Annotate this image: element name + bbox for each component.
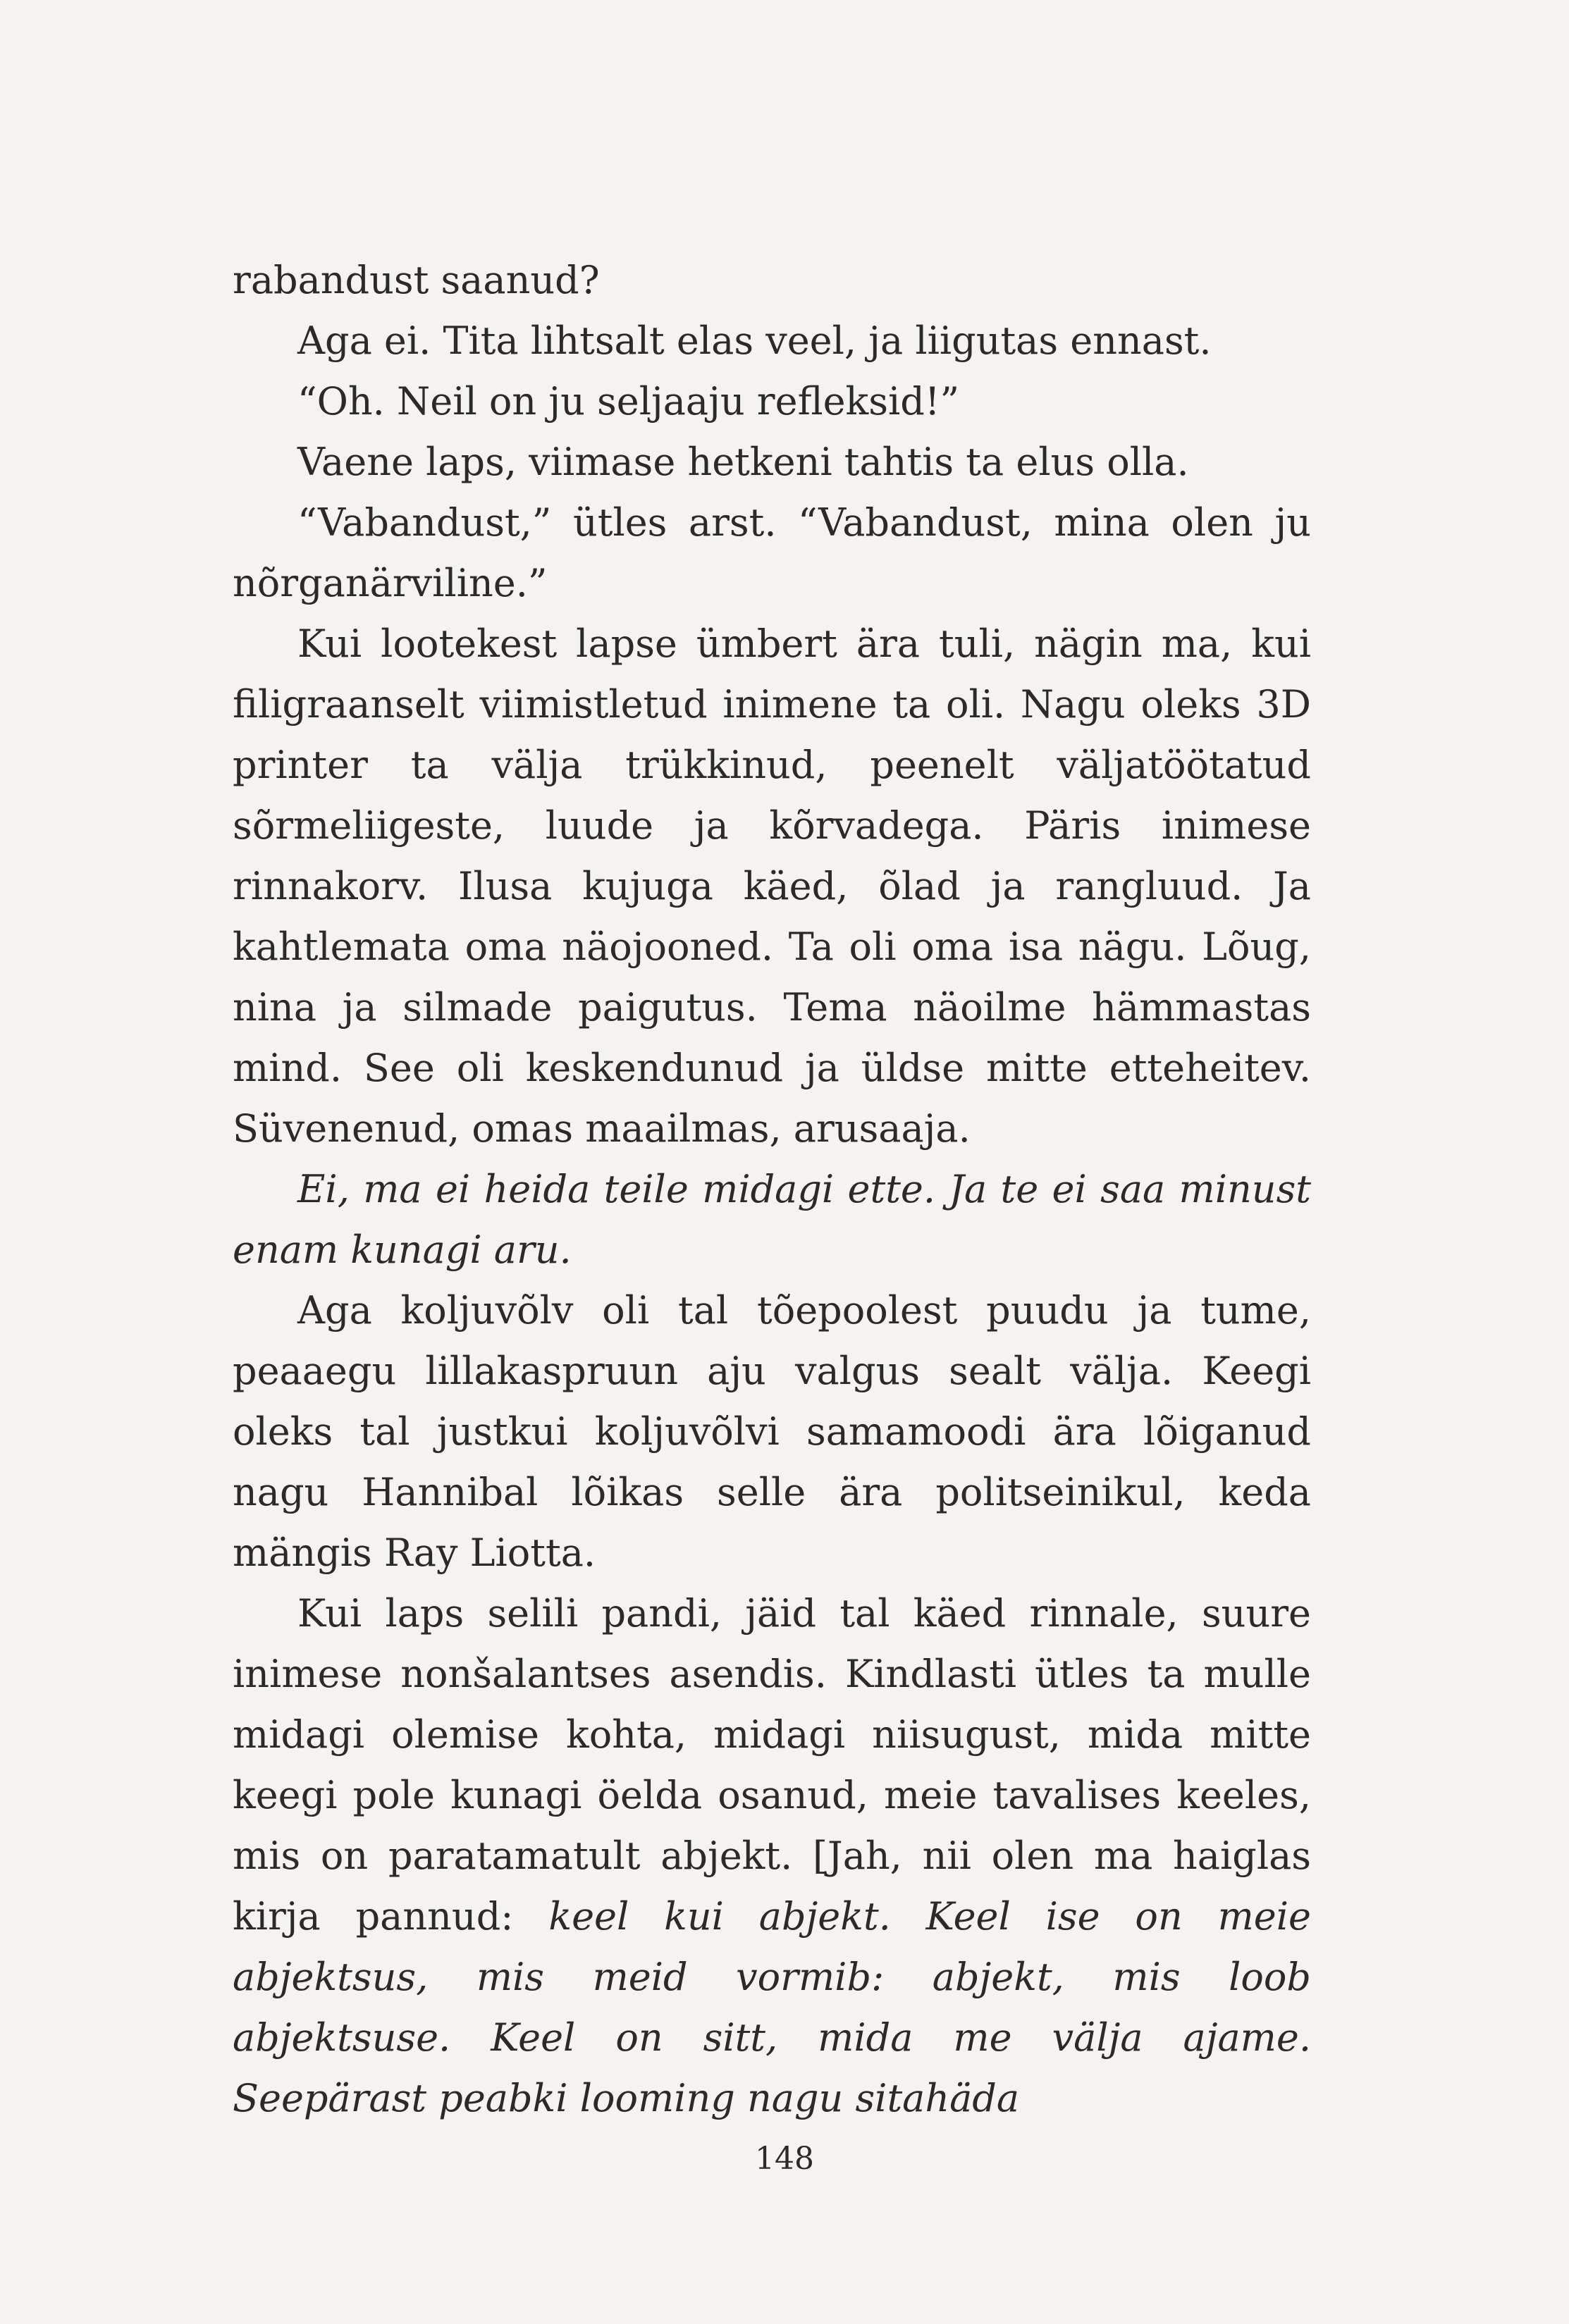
paragraph-1	[233, 250, 1311, 311]
paragraph-9-italic-text: keel kui abjekt. Keel ise on meie abjektsus, mis meid vormib: abjekt, mis loob abjektsuse. Keel on sitt, mida me välja ajame. Seepärast peabki looming nagu sitahäda	[233, 1894, 1311, 2120]
paragraph-2-text: Aga ei. Tita lihtsalt elas veel, ja liigutas ennast.	[297, 319, 1212, 363]
paragraph-4	[233, 432, 1311, 493]
paragraph-6	[233, 614, 1311, 1159]
paragraph-1-text: rabandust saanud?	[233, 258, 600, 302]
body-text	[233, 250, 1311, 2129]
paragraph-6-text: Kui lootekest lapse ümbert ära tuli, nägin ma, kui filigraanselt viimistletud inimene ta oli. Nagu oleks 3D printer ta välja trükkinud, peenelt väljatöötatud sõrmeliigeste, luude ja kõrvadega. Päris inimese rinnakorv. Ilusa kujuga käed, õlad ja rangluud. Ja kahtlemata oma näojooned. Ta oli oma isa nägu. Lõug, nina ja silmade paigutus. Tema näoilme hämmastas mind. See oli keskendunud ja üldse mitte etteheitev. Süvenenud, omas maailmas, arusaaja.	[233, 622, 1311, 1151]
paragraph-5	[233, 493, 1311, 614]
paragraph-9	[233, 1583, 1311, 2129]
paragraph-8-text: Aga koljuvõlv oli tal tõepoolest puudu ja tume, peaaegu lillakaspruun aju valgus sealt välja. Keegi oleks tal justkui koljuvõlvi samamoodi ära lõiganud nagu Hannibal lõikas selle ära politseinikul, keda mängis Ray Liotta.	[233, 1288, 1311, 1575]
paragraph-8	[233, 1280, 1311, 1583]
paragraph-3-text: “Oh. Neil on ju seljaaju refleksid!”	[297, 379, 960, 424]
paragraph-2	[233, 311, 1311, 371]
paragraph-5-text: “Vabandust,” ütles arst. “Vabandust, mina olen ju nõrganärviline.”	[233, 500, 1311, 605]
page-number: 148	[755, 2141, 814, 2177]
paragraph-4-text: Vaene laps, viimase hetkeni tahtis ta elus olla.	[297, 440, 1189, 484]
paragraph-9-text: Kui laps selili pandi, jäid tal käed rinnale, suure inimese nonšalantses asendis. Kindlasti ütles ta mulle midagi olemise kohta, midagi niisugust, mida mitte keegi pole kunagi öelda osanud, meie tavalises keeles, mis on paratamatult abjekt. [Jah, nii olen ma haiglas kirja pannud:	[233, 1591, 1311, 1939]
paragraph-3	[233, 371, 1311, 432]
paragraph-7-italic	[233, 1159, 1311, 1280]
paragraph-7-text: Ei, ma ei heida teile midagi ette. Ja te ei saa minust enam kunagi aru.	[233, 1167, 1311, 1272]
